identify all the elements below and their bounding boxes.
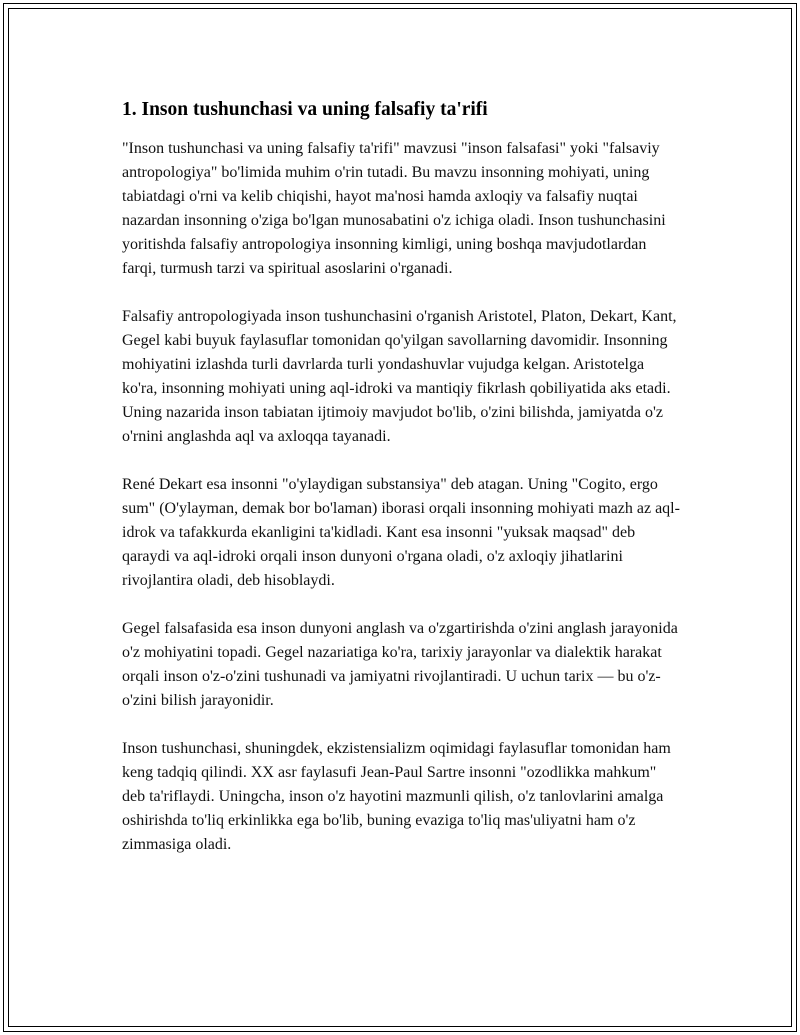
page-border xyxy=(3,3,797,1032)
paragraph-5: Inson tushunchasi, shuningdek, ekzistensializm oqimidagi faylasuflar tomonidan ham keng tadqiq qilindi. XX asr faylasufi Jean-Paul Sartre insonni "ozodlikka mahkum" deb ta'riflaydi. Uningcha, inson o'z hayotini mazmunli qilish, o'z tanlovlarini amalga oshirishda to'liq erkinlikka ega bo'lib, buning evaziga to'liq mas'uliyatni ham o'z zimmasiga oladi. xyxy=(122,740,671,853)
paragraph-1: "Inson tushunchasi va uning falsafiy ta'rifi" mavzusi "inson falsafasi" yoki "falsaviy antropologiya" bo'limida muhim o'rin tutadi. Bu mavzu insonning mohiyati, uning tabiatdagi o'rni va kelib chiqishi, hayot ma'nosi hamda axloqiy va falsafiy nuqtai nazardan insonning o'ziga bo'lgan munosabatini o'z ichiga oladi. Inson tushunchasini yoritishda falsafiy antropologiya insonning kimligi, uning boshqa mavjudotlardan farqi, turmush tarzi va spiritual asoslarini o'rganadi. xyxy=(122,140,666,277)
paragraph-2: Falsafiy antropologiyada inson tushunchasini o'rganish Aristotel, Platon, Dekart, Kant, Gegel kabi buyuk faylasuflar tomonidan qo'yilgan savollarning davomidir. Insonning mohiyatini izlashda turli davrlarda turli yondashuvlar vujudga kelgan. Aristotelga ko'ra, insonning mohiyati uning aql-idroki va mantiqiy fikrlash qobiliyatida aks etadi. Uning nazarida inson tabiatan ijtimoiy mavjudot bo'lib, o'zini bilishda, jamiyatda o'z o'rnini anglashda aql va axloqqa tayanadi. xyxy=(122,308,677,445)
section-heading: 1. Inson tushunchasi va uning falsafiy ta'rifi xyxy=(122,99,488,120)
paragraph-4: Gegel falsafasida esa inson dunyoni anglash va o'zgartirishda o'zini anglash jarayonida o'z mohiyatini topadi. Gegel nazariatiga ko'ra, tarixiy jarayonlar va dialektik harakat orqali inson o'z-o'zini tushunadi va jamiyatni rivojlantiradi. U uchun tarix — bu o'z-o'zini bilish jarayonidir. xyxy=(122,620,678,709)
document-body xyxy=(122,97,682,881)
paragraph-3: René Dekart esa insonni "o'ylaydigan substansiya" deb atagan. Uning "Cogito, ergo sum" (O'ylayman, demak bor bo'laman) iborasi orqali insonning mohiyati mazh az aql-idrok va tafakkurda ekanligini ta'kidladi. Kant esa insonni "yuksak maqsad" deb qaraydi va aql-idroki orqali inson dunyoni o'rgana oladi, o'z axloqiy jihatlarini rivojlantira oladi, deb hisoblaydi. xyxy=(122,476,680,589)
